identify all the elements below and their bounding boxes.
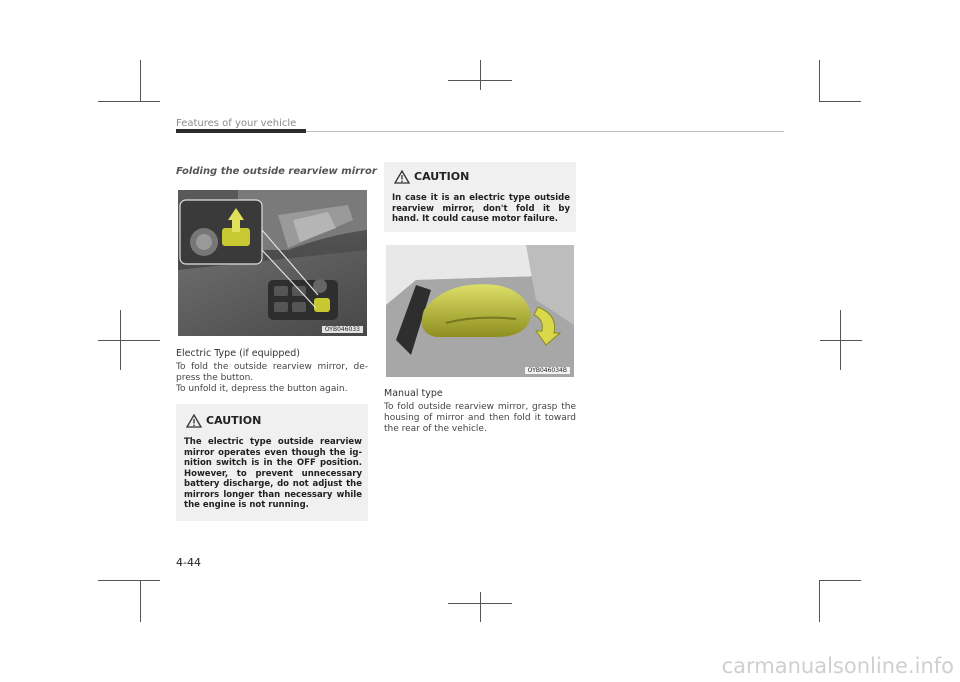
subheading-manual: Manual type (384, 388, 443, 399)
section-title: Folding the outside rearview mirror (176, 166, 377, 177)
paragraph-manual: To fold outside rearview mirror, grasp the housing of mirror and then fold it toward the rear of the vehicle. (384, 402, 576, 434)
caution-text: The electric type outside rearview mirror operates even though the ig-nition switch is in the OFF position. However, to prevent unnecessary battery discharge, do not adjust the mirrors longer than necessary while the engine is not running. (184, 437, 362, 510)
image-code: OYB046033 (322, 326, 363, 333)
warning-icon (186, 414, 202, 428)
header-rule (306, 131, 784, 132)
door-switch-illustration (178, 190, 367, 336)
caution-text: In case it is an electric type outside rearview mirror, don't fold it by hand. It could cause motor failure. (392, 193, 570, 224)
warning-icon (394, 170, 410, 184)
caution-title: CAUTION (414, 170, 470, 183)
caution-box-manual-fold (384, 162, 576, 232)
caution-title: CAUTION (206, 414, 262, 427)
header-bar (176, 129, 306, 133)
watermark: carmanualsonline.info (721, 654, 954, 678)
image-code: OYB046034B (525, 367, 570, 374)
mirror-illustration (386, 245, 574, 377)
paragraph-fold: To fold the outside rearview mirror, de-press the button. (176, 362, 368, 383)
mirror-photo (386, 245, 574, 377)
caution-box-electric (176, 404, 368, 521)
paragraph-unfold: To unfold it, depress the button again. (176, 384, 348, 394)
subheading-electric: Electric Type (if equipped) (176, 348, 300, 359)
page-number: 4-44 (176, 556, 201, 569)
section-header: Features of your vehicle (176, 118, 297, 129)
door-switch-photo (178, 190, 367, 336)
